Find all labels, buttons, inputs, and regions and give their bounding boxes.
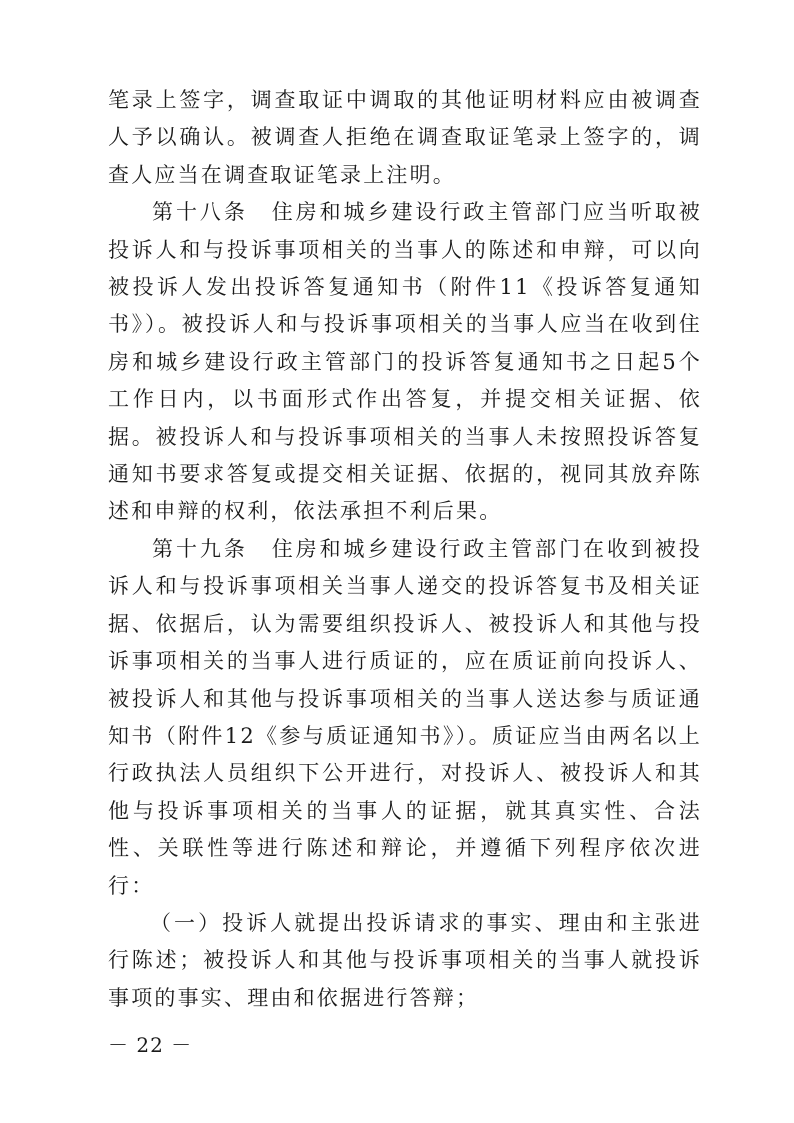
paragraph-item-1: （一）投诉人就提出投诉请求的事实、理由和主张进行陈述；被投诉人和其他与投诉事项相关的当事人就投诉事项的事实、理由和依据进行答辩；	[108, 910, 702, 1010]
paragraph-continuation: 笔录上签字，调查取证中调取的其他证明材料应由被调查人予以确认。被调查人拒绝在调查取证笔录上签字的，调查人应当在调查取证笔录上注明。	[108, 88, 702, 187]
paragraph-article-18: 第十八条 住房和城乡建设行政主管部门应当听取被投诉人和与投诉事项相关的当事人的陈述和申辩，可以向被投诉人发出投诉答复通知书（附件11《投诉答复通知书》）。被投诉人和与投诉事项相关的当事人应当在收到住房和城乡建设行政主管部门的投诉答复通知书之日起5个工作日内，以书面形式作出答复，并提交相关证据、依据。被投诉人和与投诉事项相关的当事人未按照投诉答复通知书要求答复或提交相关证据、依据的，视同其放弃陈述和申辩的权利，依法承担不利后果。	[108, 200, 702, 524]
page-number: － 22 －	[108, 1033, 193, 1057]
document-body	[108, 82, 702, 1017]
paragraph-article-19: 第十九条 住房和城乡建设行政主管部门在收到被投诉人和与投诉事项相关当事人递交的投诉答复书及相关证据、依据后，认为需要组织投诉人、被投诉人和其他与投诉事项相关的当事人进行质证的，应在质证前向投诉人、被投诉人和其他与投诉事项相关的当事人送达参与质证通知书（附件12《参与质证通知书》）。质证应当由两名以上行政执法人员组织下公开进行，对投诉人、被投诉人和其他与投诉事项相关的当事人的证据，就其真实性、合法性、关联性等进行陈述和辩论，并遵循下列程序依次进行：	[108, 536, 702, 898]
